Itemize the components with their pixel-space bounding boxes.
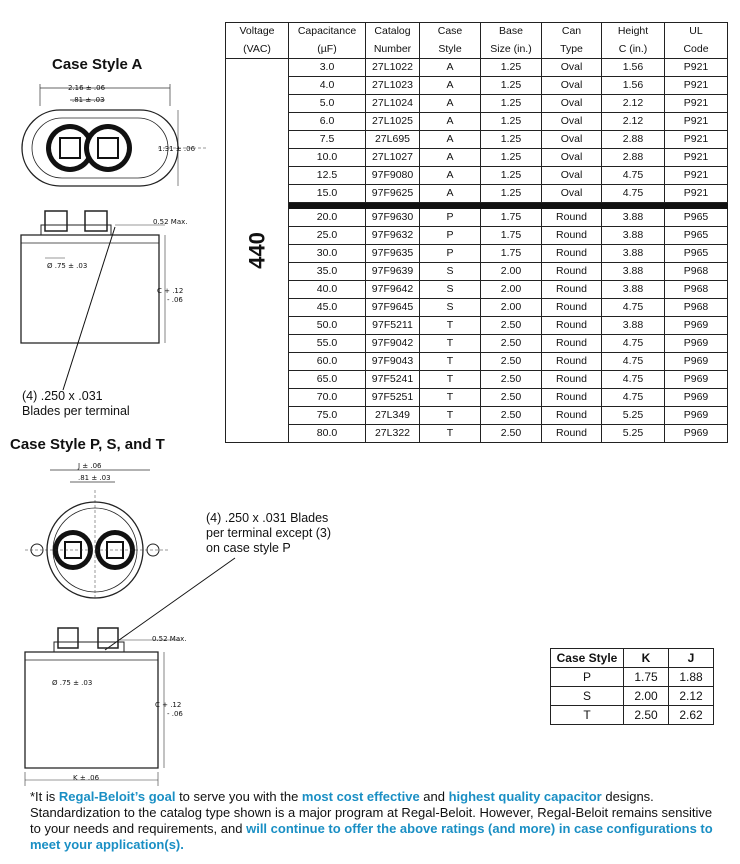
spec-table-header bbox=[226, 23, 728, 59]
kj-k-cell: 2.00 bbox=[624, 687, 669, 706]
height-cell: 2.12 bbox=[602, 113, 665, 131]
capacitance-cell: 30.0 bbox=[289, 245, 366, 263]
ul-code-cell: P969 bbox=[665, 335, 728, 353]
ul-code-cell: P965 bbox=[665, 245, 728, 263]
case-style-cell: T bbox=[420, 335, 481, 353]
case-style-cell: A bbox=[420, 77, 481, 95]
dim-width: 2.16 ± .06 bbox=[68, 84, 106, 92]
dim-spacing: .81 ± .03 bbox=[72, 96, 105, 104]
dim-max: 0.52 Max. bbox=[153, 218, 188, 226]
height-cell: 4.75 bbox=[602, 371, 665, 389]
pst-dim-c2: - .06 bbox=[167, 710, 183, 718]
ul-code-cell: P921 bbox=[665, 167, 728, 185]
can-type-cell: Round bbox=[542, 263, 602, 281]
base-size-cell: 1.25 bbox=[481, 149, 542, 167]
capacitance-cell: 65.0 bbox=[289, 371, 366, 389]
height-cell: 3.88 bbox=[602, 281, 665, 299]
table-row bbox=[226, 335, 728, 353]
base-size-cell: 2.50 bbox=[481, 371, 542, 389]
catalog-number-cell: 97F5241 bbox=[366, 371, 420, 389]
capacitance-cell: 5.0 bbox=[289, 95, 366, 113]
capacitance-cell: 60.0 bbox=[289, 353, 366, 371]
footer-highlight-quality: highest quality capacitor bbox=[448, 789, 602, 804]
ul-code-cell: P969 bbox=[665, 317, 728, 335]
height-cell: 4.75 bbox=[602, 167, 665, 185]
case-a-title: Case Style A bbox=[52, 56, 143, 73]
header-can: Can Type bbox=[542, 23, 602, 59]
footer-statement: *It is Regal-Beloit’s goal to serve you with the most cost effective and highest quality capacitor designs. Standardization to the catalog type shown is a major program at Regal-Beloit. However, Regal-Beloit remains sensitive to your needs and requirements, and will continue to offer the above ratings (and more) in case configurations to meet your application(s). bbox=[30, 789, 713, 852]
table-row bbox=[226, 113, 728, 131]
catalog-number-cell: 27L695 bbox=[366, 131, 420, 149]
capacitance-cell: 75.0 bbox=[289, 407, 366, 425]
case-style-cell: S bbox=[420, 263, 481, 281]
height-cell: 4.75 bbox=[602, 335, 665, 353]
ul-code-cell: P969 bbox=[665, 371, 728, 389]
capacitor-spec-table bbox=[225, 22, 728, 443]
height-cell: 4.75 bbox=[602, 389, 665, 407]
kj-header-k: K bbox=[624, 649, 669, 668]
catalog-number-cell: 27L349 bbox=[366, 407, 420, 425]
pst-dim-c: C + .12 bbox=[155, 701, 182, 709]
can-type-cell: Round bbox=[542, 299, 602, 317]
header-catalog: Catalog Number bbox=[366, 23, 420, 59]
header-ul: UL Code bbox=[665, 23, 728, 59]
base-size-cell: 2.50 bbox=[481, 389, 542, 407]
case-style-cell: A bbox=[420, 59, 481, 77]
table-row bbox=[226, 209, 728, 227]
base-size-cell: 2.00 bbox=[481, 299, 542, 317]
case-a-top-drawing bbox=[10, 80, 210, 200]
base-size-cell: 1.25 bbox=[481, 185, 542, 203]
case-style-cell: P bbox=[420, 227, 481, 245]
kj-j-cell: 2.12 bbox=[669, 687, 714, 706]
case-a-blade-note-1: (4) .250 x .031 bbox=[22, 389, 103, 403]
capacitance-cell: 10.0 bbox=[289, 149, 366, 167]
pst-blade-note-3: on case style P bbox=[206, 541, 291, 555]
can-type-cell: Round bbox=[542, 209, 602, 227]
ul-code-cell: P921 bbox=[665, 131, 728, 149]
case-style-cell: P bbox=[420, 245, 481, 263]
base-size-cell: 1.25 bbox=[481, 113, 542, 131]
catalog-number-cell: 27L1024 bbox=[366, 95, 420, 113]
table-row bbox=[226, 131, 728, 149]
base-size-cell: 2.50 bbox=[481, 335, 542, 353]
case-style-cell: S bbox=[420, 299, 481, 317]
case-style-cell: A bbox=[420, 167, 481, 185]
pst-blade-note-1: (4) .250 x .031 Blades bbox=[206, 511, 329, 525]
can-type-cell: Round bbox=[542, 281, 602, 299]
dim-c2: - .06 bbox=[167, 296, 183, 304]
can-type-cell: Oval bbox=[542, 95, 602, 113]
table-row bbox=[226, 245, 728, 263]
height-cell: 3.88 bbox=[602, 245, 665, 263]
base-size-cell: 2.00 bbox=[481, 281, 542, 299]
can-type-cell: Oval bbox=[542, 131, 602, 149]
ul-code-cell: P969 bbox=[665, 407, 728, 425]
voltage-value: 440 bbox=[244, 232, 270, 269]
height-cell: 5.25 bbox=[602, 407, 665, 425]
catalog-number-cell: 97F9625 bbox=[366, 185, 420, 203]
table-row bbox=[226, 149, 728, 167]
kj-row bbox=[551, 687, 714, 706]
base-size-cell: 1.25 bbox=[481, 167, 542, 185]
kj-row bbox=[551, 706, 714, 725]
header-voltage: Voltage (VAC) bbox=[226, 23, 289, 59]
catalog-number-cell: 97F9639 bbox=[366, 263, 420, 281]
case-style-cell: P bbox=[420, 209, 481, 227]
base-size-cell: 2.50 bbox=[481, 425, 542, 443]
base-size-cell: 1.75 bbox=[481, 209, 542, 227]
height-cell: 3.88 bbox=[602, 317, 665, 335]
table-row bbox=[226, 77, 728, 95]
header-height: Height C (in.) bbox=[602, 23, 665, 59]
catalog-number-cell: 97F9042 bbox=[366, 335, 420, 353]
capacitance-cell: 20.0 bbox=[289, 209, 366, 227]
ul-code-cell: P921 bbox=[665, 185, 728, 203]
ul-code-cell: P968 bbox=[665, 299, 728, 317]
ul-code-cell: P921 bbox=[665, 149, 728, 167]
ul-code-cell: P921 bbox=[665, 95, 728, 113]
can-type-cell: Round bbox=[542, 407, 602, 425]
catalog-number-cell: 97F9043 bbox=[366, 353, 420, 371]
catalog-number-cell: 97F9642 bbox=[366, 281, 420, 299]
height-cell: 2.12 bbox=[602, 95, 665, 113]
height-cell: 1.56 bbox=[602, 59, 665, 77]
can-type-cell: Round bbox=[542, 389, 602, 407]
table-row bbox=[226, 281, 728, 299]
can-type-cell: Oval bbox=[542, 113, 602, 131]
pst-blade-note-2: per terminal except (3) bbox=[206, 526, 332, 540]
catalog-number-cell: 97F9630 bbox=[366, 209, 420, 227]
catalog-number-cell: 97F9635 bbox=[366, 245, 420, 263]
capacitance-cell: 50.0 bbox=[289, 317, 366, 335]
pst-dim-k: K ± .06 bbox=[73, 774, 100, 782]
kj-header-case: Case Style bbox=[551, 649, 624, 668]
pst-dim-spacing: .81 ± .03 bbox=[78, 474, 111, 482]
pst-dim-j: J ± .06 bbox=[78, 462, 102, 470]
ul-code-cell: P965 bbox=[665, 209, 728, 227]
case-style-cell: T bbox=[420, 425, 481, 443]
capacitance-cell: 80.0 bbox=[289, 425, 366, 443]
ul-code-cell: P921 bbox=[665, 77, 728, 95]
case-style-cell: A bbox=[420, 185, 481, 203]
can-type-cell: Round bbox=[542, 227, 602, 245]
footer-highlight-goal: Regal-Beloit’s goal bbox=[58, 789, 176, 804]
capacitance-cell: 55.0 bbox=[289, 335, 366, 353]
table-row bbox=[226, 59, 728, 77]
case-style-cell: T bbox=[420, 389, 481, 407]
ul-code-cell: P969 bbox=[665, 389, 728, 407]
can-type-cell: Oval bbox=[542, 185, 602, 203]
capacitance-cell: 25.0 bbox=[289, 227, 366, 245]
catalog-number-cell: 97F5251 bbox=[366, 389, 420, 407]
case-style-cell: S bbox=[420, 281, 481, 299]
case-style-cell: A bbox=[420, 95, 481, 113]
can-type-cell: Oval bbox=[542, 149, 602, 167]
base-size-cell: 2.50 bbox=[481, 407, 542, 425]
catalog-number-cell: 97F5211 bbox=[366, 317, 420, 335]
table-row bbox=[226, 299, 728, 317]
header-base: Base Size (in.) bbox=[481, 23, 542, 59]
kj-row bbox=[551, 668, 714, 687]
kj-case-cell: T bbox=[551, 706, 624, 725]
ul-code-cell: P921 bbox=[665, 59, 728, 77]
catalog-number-cell: 27L1027 bbox=[366, 149, 420, 167]
ul-code-cell: P968 bbox=[665, 281, 728, 299]
height-cell: 2.88 bbox=[602, 131, 665, 149]
pst-dim-dia: Ø .75 ± .03 bbox=[52, 679, 93, 687]
case-style-cell: A bbox=[420, 149, 481, 167]
can-type-cell: Round bbox=[542, 335, 602, 353]
catalog-number-cell: 97F9645 bbox=[366, 299, 420, 317]
base-size-cell: 1.25 bbox=[481, 59, 542, 77]
base-size-cell: 2.50 bbox=[481, 317, 542, 335]
capacitance-cell: 12.5 bbox=[289, 167, 366, 185]
can-type-cell: Round bbox=[542, 371, 602, 389]
table-row bbox=[226, 407, 728, 425]
table-row bbox=[226, 389, 728, 407]
dim-dia: Ø .75 ± .03 bbox=[47, 262, 88, 270]
kj-j-cell: 1.88 bbox=[669, 668, 714, 687]
spec-table-body bbox=[226, 59, 728, 443]
height-cell: 4.75 bbox=[602, 299, 665, 317]
kj-k-cell: 2.50 bbox=[624, 706, 669, 725]
table-row bbox=[226, 185, 728, 203]
table-row bbox=[226, 317, 728, 335]
capacitance-cell: 3.0 bbox=[289, 59, 366, 77]
base-size-cell: 1.25 bbox=[481, 95, 542, 113]
can-type-cell: Oval bbox=[542, 77, 602, 95]
case-pst-title: Case Style P, S, and T bbox=[10, 436, 165, 453]
capacitance-cell: 70.0 bbox=[289, 389, 366, 407]
case-style-cell: T bbox=[420, 353, 481, 371]
kj-k-cell: 1.75 bbox=[624, 668, 669, 687]
capacitance-cell: 15.0 bbox=[289, 185, 366, 203]
catalog-number-cell: 27L1023 bbox=[366, 77, 420, 95]
catalog-number-cell: 27L1022 bbox=[366, 59, 420, 77]
capacitance-cell: 4.0 bbox=[289, 77, 366, 95]
voltage-cell bbox=[226, 59, 289, 443]
can-type-cell: Round bbox=[542, 245, 602, 263]
base-size-cell: 2.00 bbox=[481, 263, 542, 281]
dim-c: C + .12 bbox=[157, 287, 184, 295]
kj-j-cell: 2.62 bbox=[669, 706, 714, 725]
height-cell: 3.88 bbox=[602, 209, 665, 227]
kj-case-cell: P bbox=[551, 668, 624, 687]
kj-header bbox=[551, 649, 714, 668]
footer-highlight-cost: most cost effective bbox=[301, 789, 420, 804]
footer-highlight-continue: will continue to offer the above ratings (and more) in case configurations to meet your application(s). bbox=[30, 821, 713, 852]
table-row bbox=[226, 353, 728, 371]
header-capacitance: Capacitance (µF) bbox=[289, 23, 366, 59]
case-style-cell: A bbox=[420, 113, 481, 131]
catalog-number-cell: 27L1025 bbox=[366, 113, 420, 131]
catalog-number-cell: 27L322 bbox=[366, 425, 420, 443]
capacitance-cell: 6.0 bbox=[289, 113, 366, 131]
capacitance-cell: 40.0 bbox=[289, 281, 366, 299]
ul-code-cell: P921 bbox=[665, 113, 728, 131]
kj-table-body bbox=[551, 668, 714, 725]
case-a-blade-note-2: Blades per terminal bbox=[22, 404, 130, 418]
height-cell: 1.56 bbox=[602, 77, 665, 95]
kj-header-j: J bbox=[669, 649, 714, 668]
case-style-cell: T bbox=[420, 371, 481, 389]
table-row bbox=[226, 425, 728, 443]
can-type-cell: Round bbox=[542, 317, 602, 335]
case-style-cell: T bbox=[420, 317, 481, 335]
can-type-cell: Round bbox=[542, 425, 602, 443]
height-cell: 2.88 bbox=[602, 149, 665, 167]
ul-code-cell: P968 bbox=[665, 263, 728, 281]
base-size-cell: 1.75 bbox=[481, 227, 542, 245]
kj-case-cell: S bbox=[551, 687, 624, 706]
table-row bbox=[226, 167, 728, 185]
ul-code-cell: P969 bbox=[665, 353, 728, 371]
base-size-cell: 1.75 bbox=[481, 245, 542, 263]
base-size-cell: 1.25 bbox=[481, 131, 542, 149]
height-cell: 3.88 bbox=[602, 227, 665, 245]
height-cell: 4.75 bbox=[602, 353, 665, 371]
case-style-cell: A bbox=[420, 131, 481, 149]
table-row bbox=[226, 227, 728, 245]
case-a-leader-line bbox=[60, 225, 120, 395]
case-kj-table bbox=[550, 648, 714, 725]
ul-code-cell: P965 bbox=[665, 227, 728, 245]
capacitance-cell: 35.0 bbox=[289, 263, 366, 281]
height-cell: 3.88 bbox=[602, 263, 665, 281]
height-cell: 5.25 bbox=[602, 425, 665, 443]
pst-dim-max: 0.52 Max. bbox=[152, 635, 187, 643]
can-type-cell: Oval bbox=[542, 167, 602, 185]
can-type-cell: Round bbox=[542, 353, 602, 371]
table-row bbox=[226, 263, 728, 281]
capacitance-cell: 7.5 bbox=[289, 131, 366, 149]
base-size-cell: 2.50 bbox=[481, 353, 542, 371]
case-style-cell: T bbox=[420, 407, 481, 425]
height-cell: 4.75 bbox=[602, 185, 665, 203]
can-type-cell: Oval bbox=[542, 59, 602, 77]
table-row bbox=[226, 95, 728, 113]
header-case: Case Style bbox=[420, 23, 481, 59]
catalog-number-cell: 97F9080 bbox=[366, 167, 420, 185]
ul-code-cell: P969 bbox=[665, 425, 728, 443]
base-size-cell: 1.25 bbox=[481, 77, 542, 95]
table-row bbox=[226, 371, 728, 389]
capacitance-cell: 45.0 bbox=[289, 299, 366, 317]
catalog-number-cell: 97F9632 bbox=[366, 227, 420, 245]
dim-height: 1.31 ± .06 bbox=[158, 145, 196, 153]
